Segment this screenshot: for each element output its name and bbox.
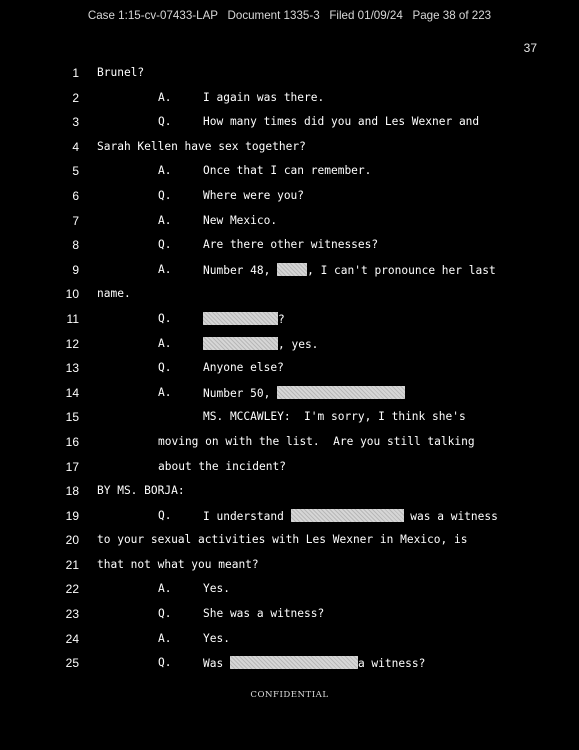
line-text: Anyone else? (203, 361, 284, 375)
line-number: 23 (65, 607, 79, 622)
transcript-line (0, 483, 579, 508)
line-number: 15 (65, 410, 79, 425)
transcript-line (0, 286, 579, 311)
line-text: Brunel? (97, 66, 145, 79)
transcript-line (0, 655, 579, 680)
line-number: 9 (72, 262, 79, 277)
line-text: Yes. (203, 582, 230, 596)
transcript-body (0, 65, 579, 680)
line-text: I again was there. (203, 90, 325, 104)
line-number: 25 (65, 656, 79, 671)
line-number: 6 (72, 188, 79, 203)
transcript-line (0, 459, 579, 484)
line-number: 5 (72, 164, 79, 179)
speaker-label: A. (158, 385, 172, 399)
line-number: 16 (65, 434, 79, 449)
line-number: 14 (65, 385, 79, 400)
transcript-line (0, 213, 579, 238)
line-number: 8 (72, 238, 79, 253)
redaction-block (291, 509, 404, 522)
speaker-label: A. (158, 164, 172, 178)
line-number: 7 (72, 213, 79, 228)
line-number: 22 (65, 582, 79, 597)
transcript-line (0, 360, 579, 385)
confidential-footer: CONFIDENTIAL (250, 690, 329, 700)
speaker-label: A. (158, 262, 172, 276)
transcript-line (0, 434, 579, 459)
line-text: Once that I can remember. (203, 164, 372, 178)
line-text: ? (203, 312, 285, 326)
line-number: 19 (65, 508, 79, 523)
line-number: 2 (72, 90, 79, 105)
line-text: about the incident? (158, 459, 286, 473)
line-text: Number 48, , I can't pronounce her last (203, 263, 496, 277)
line-text: Yes. (203, 631, 230, 645)
speaker-label: Q. (158, 508, 172, 522)
redaction-block (203, 312, 278, 325)
line-text: that not what you meant? (97, 557, 259, 571)
line-number: 24 (65, 631, 79, 646)
speaker-label: Q. (158, 311, 172, 325)
line-text: Number 50, (203, 386, 405, 400)
line-text: Sarah Kellen have sex together? (97, 139, 306, 153)
line-number: 21 (65, 557, 79, 572)
transcript-line (0, 631, 579, 656)
speaker-label: Q. (158, 238, 172, 252)
redaction-block (277, 263, 307, 276)
transcript-line (0, 90, 579, 115)
line-text: How many times did you and Les Wexner and (203, 115, 480, 129)
speaker-label: Q. (158, 188, 172, 202)
transcript-line (0, 139, 579, 164)
case-header: Case 1:15-cv-07433-LAP Document 1335-3 Filed 01/09/24 Page 38 of 223 (87, 9, 492, 22)
line-number: 20 (65, 533, 79, 548)
transcript-line (0, 385, 579, 410)
transcript-line (0, 557, 579, 582)
line-number: 12 (65, 336, 79, 351)
transcript-line (0, 409, 579, 434)
speaker-label: A. (158, 90, 172, 104)
redaction-block (277, 386, 405, 399)
line-text: She was a witness? (203, 607, 325, 621)
line-number: 10 (65, 287, 79, 302)
line-number: 17 (65, 459, 79, 474)
transcript-line (0, 262, 579, 287)
transcript-line (0, 114, 579, 139)
transcript-line (0, 606, 579, 631)
transcript-line (0, 163, 579, 188)
transcript-line (0, 65, 579, 90)
transcript-line (0, 508, 579, 533)
line-text: name. (97, 287, 131, 301)
speaker-label: Q. (158, 656, 172, 670)
line-number: 3 (72, 115, 79, 130)
transcript-line (0, 336, 579, 361)
line-text: New Mexico. (203, 213, 278, 227)
transcript-line (0, 237, 579, 262)
transcript-line (0, 532, 579, 557)
redaction-block (230, 656, 358, 669)
speaker-label: A. (158, 582, 172, 596)
speaker-label: Q. (158, 607, 172, 621)
line-text: Was a witness? (203, 657, 426, 671)
line-number: 1 (72, 66, 79, 80)
line-text: to your sexual activities with Les Wexner in Mexico, is (97, 533, 468, 547)
line-number: 13 (65, 361, 79, 376)
page-number: 37 (523, 41, 537, 55)
speaker-label: Q. (158, 115, 172, 129)
line-number: 4 (72, 139, 79, 154)
speaker-label: A. (158, 336, 172, 350)
line-text: MS. MCCAWLEY: I'm sorry, I think she's (203, 410, 466, 424)
redaction-block (203, 337, 278, 350)
speaker-label: Q. (158, 361, 172, 375)
line-text: Are there other witnesses? (203, 238, 379, 252)
line-text: moving on with the list. Are you still talking (158, 434, 475, 448)
line-number: 11 (66, 311, 79, 326)
speaker-label: A. (158, 213, 172, 227)
line-text: Where were you? (203, 188, 305, 202)
transcript-line (0, 311, 579, 336)
transcript-line (0, 188, 579, 213)
transcript-line (0, 581, 579, 606)
line-text: I understand was a witness (203, 509, 498, 523)
line-text: , yes. (203, 337, 318, 351)
speaker-label: A. (158, 631, 172, 645)
line-text: BY MS. BORJA: (97, 484, 185, 498)
line-number: 18 (65, 484, 79, 499)
